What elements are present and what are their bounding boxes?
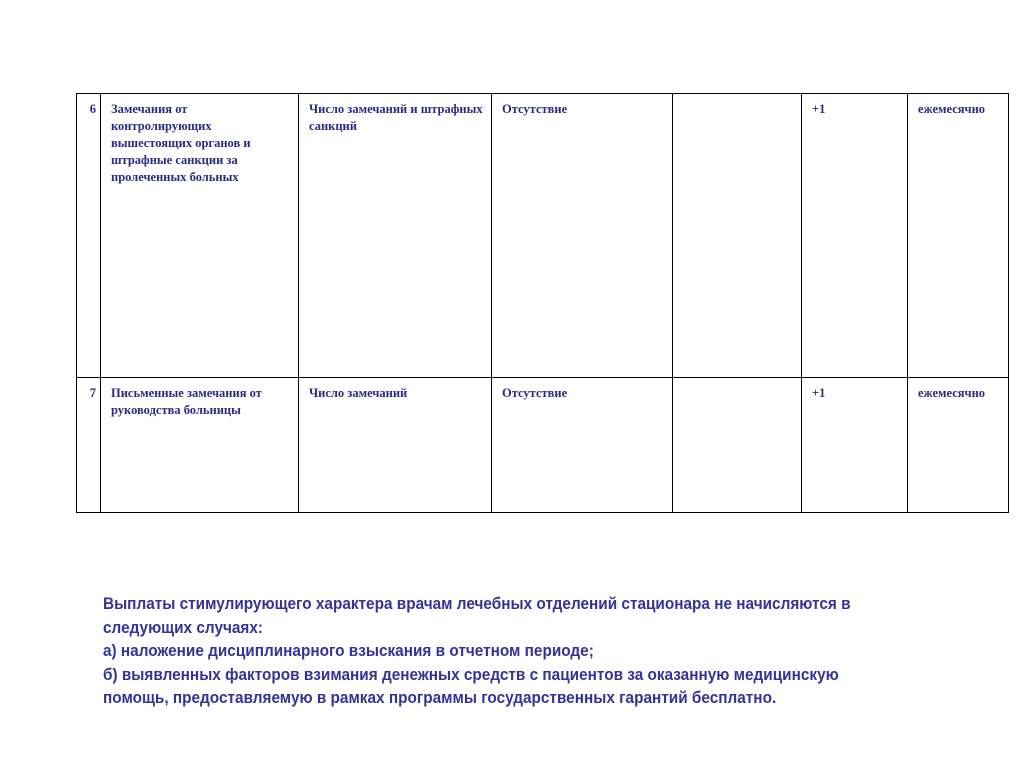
table-row bbox=[77, 94, 1009, 378]
target-cell: Отсутствие bbox=[492, 378, 673, 513]
table-row bbox=[77, 378, 1009, 513]
note-line: Выплаты стимулирующего характера врачам лечебных отделений стационара не начисляются в bbox=[103, 595, 851, 613]
measure-cell: Число замечаний bbox=[299, 378, 492, 513]
row-number: 6 bbox=[77, 94, 101, 378]
note-line: б) выявленных факторов взимания денежных средств с пациентов за оказанную медицинскую bbox=[103, 665, 839, 684]
indicator-cell: Замечания от контролирующих вышестоящих органов и штрафные санкции за пролеченных больных bbox=[101, 94, 299, 378]
measure-cell: Число замечаний и штрафных санкций bbox=[299, 94, 492, 378]
score-cell: +1 bbox=[802, 94, 908, 378]
period-cell: ежемесячно bbox=[908, 94, 1009, 378]
note-line: а) наложение дисциплинарного взыскания в отчетном периоде; bbox=[103, 642, 594, 660]
indicator-cell: Письменные замечания от руководства больницы bbox=[101, 378, 299, 513]
note-line: следующих случаях: bbox=[103, 618, 264, 637]
score-cell: +1 bbox=[802, 378, 908, 513]
exclusions-note bbox=[103, 593, 953, 711]
blank-cell bbox=[673, 378, 802, 513]
period-cell: ежемесячно bbox=[908, 378, 1009, 513]
criteria-table bbox=[76, 93, 1009, 513]
blank-cell bbox=[673, 94, 802, 378]
note-line: помощь, предоставляемую в рамках программы государственных гарантий бесплатно. bbox=[103, 689, 777, 707]
target-cell: Отсутствие bbox=[492, 94, 673, 378]
row-number: 7 bbox=[77, 378, 101, 513]
